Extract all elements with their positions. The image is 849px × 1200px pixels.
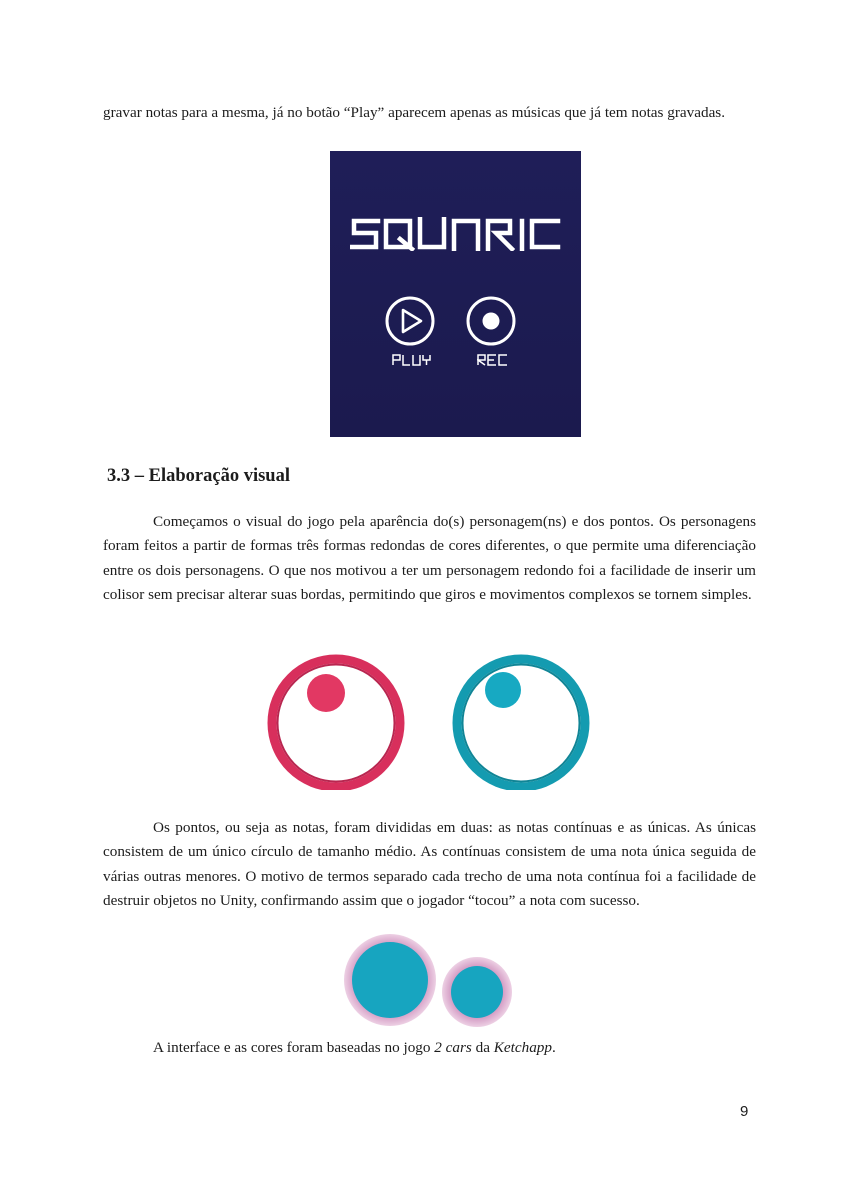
play-icon — [384, 295, 436, 347]
rec-button[interactable] — [465, 295, 517, 352]
game-name: 2 cars — [434, 1039, 472, 1056]
paragraph-points: Os pontos, ou seja as notas, foram divididas em duas: as notas contínuas e as únicas. As únicas consistem de um único círculo de tamanho médio. As contínuas consistem de uma nota única seguida de várias outras menores. O motivo de termos separado cada trecho de uma nota contínua foi a facilidade de destruir objetos no Unity, confirmando assim que o jogador “tocou” a nota com sucesso. — [103, 819, 756, 910]
section-heading: 3.3 – Elaboração visual — [107, 466, 290, 486]
rec-label — [477, 353, 509, 371]
play-label — [392, 353, 432, 371]
teal-character — [457, 659, 585, 787]
final-text-after: . — [551, 1039, 556, 1056]
notes-figure — [343, 932, 518, 1032]
final-text-before: A interface e as cores foram baseadas no jogo — [153, 1039, 435, 1056]
final-paragraph — [103, 1036, 756, 1060]
red-character — [272, 659, 400, 787]
continuous-note — [442, 957, 512, 1027]
characters-figure — [259, 650, 605, 790]
paragraph-characters: Começamos o visual do jogo pela aparência do(s) personagem(ns) e dos pontos. Os personagens foram feitos a partir de formas três formas redondas de cores diferentes, o que permite uma diferenciação entre os dois personagens. O que nos motivou a ter um personagem redondo foi a facilidade de inserir um colisor sem precisar alterar suas bordas, permitindo que giros e movimentos complexos se tornem simples. — [103, 513, 756, 604]
game-menu-screenshot — [330, 151, 581, 437]
page-number: 9 — [740, 1103, 749, 1120]
studio-name: Ketchapp — [493, 1039, 552, 1056]
intro-paragraph: gravar notas para a mesma, já no botão “Play” aparecem apenas as músicas que já tem notas gravadas. — [103, 104, 726, 121]
single-note — [344, 934, 436, 1026]
game-logo — [350, 217, 562, 251]
final-text-middle: da — [471, 1039, 494, 1056]
play-button[interactable] — [384, 295, 436, 352]
record-icon — [465, 295, 517, 347]
